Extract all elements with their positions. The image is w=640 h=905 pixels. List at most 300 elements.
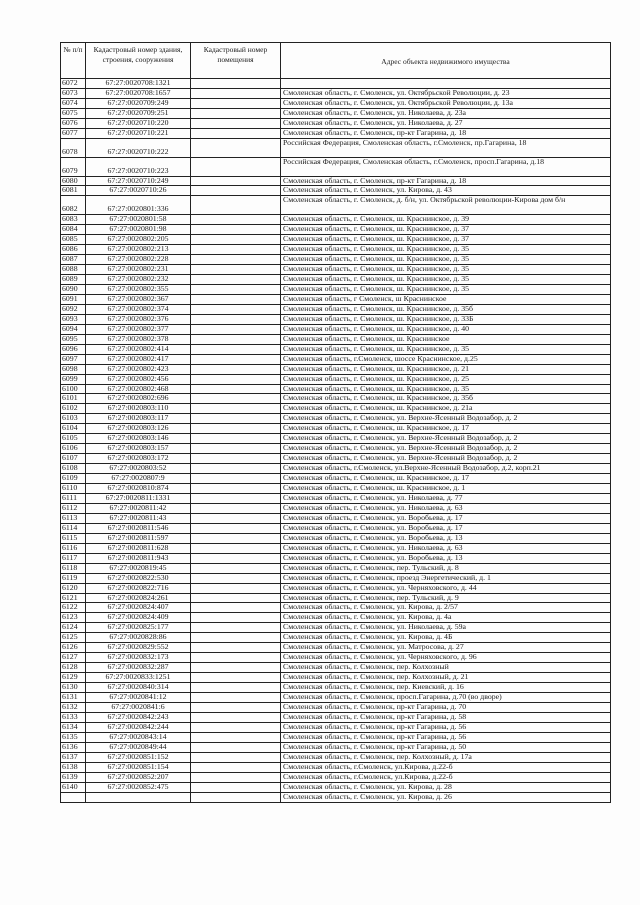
row-number: 6104 (61, 424, 86, 434)
row-number: 6090 (61, 284, 86, 294)
room-cadastral-number (191, 324, 281, 334)
room-cadastral-number (191, 186, 281, 196)
table-row (61, 762, 611, 772)
building-cadastral-number: 67:27:0020802:414 (86, 344, 191, 354)
table-row (61, 693, 611, 703)
building-cadastral-number: 67:27:0020710:221 (86, 128, 191, 138)
table-row (61, 384, 611, 394)
table-row (61, 732, 611, 742)
building-cadastral-number: 67:27:0020803:157 (86, 444, 191, 454)
building-cadastral-number: 67:27:0020852:475 (86, 782, 191, 792)
property-address: Смоленская область, г. Смоленск, ул. Октябрьской Революции, д. 13а (281, 98, 611, 108)
row-number: 6114 (61, 523, 86, 533)
row-number: 6079 (61, 157, 86, 176)
room-cadastral-number (191, 493, 281, 503)
property-address: Смоленская область, г. Смоленск, ул. Кирова, д. 26 (281, 792, 611, 802)
table-row (61, 563, 611, 573)
table-row (61, 344, 611, 354)
building-cadastral-number: 67:27:0020851:152 (86, 752, 191, 762)
building-cadastral-number: 67:27:0020819:45 (86, 563, 191, 573)
table-row (61, 543, 611, 553)
property-address (281, 79, 611, 89)
table-row (61, 215, 611, 225)
property-address: Смоленская область, г. Смоленск, ш. Краснинское, д. 35 (281, 255, 611, 265)
row-number: 6130 (61, 683, 86, 693)
room-cadastral-number (191, 384, 281, 394)
room-cadastral-number (191, 108, 281, 118)
building-cadastral-number: 67:27:0020811:628 (86, 543, 191, 553)
property-address: Смоленская область, г. Смоленск, ш. Краснинское, д. 35 (281, 265, 611, 275)
table-row (61, 434, 611, 444)
building-cadastral-number: 67:27:0020811:42 (86, 503, 191, 513)
property-address: Смоленская область, г. Смоленск, ш. Краснинское, д. 35 (281, 384, 611, 394)
room-cadastral-number (191, 583, 281, 593)
property-address: Смоленская область, г. Смоленск, пер. Колхозный, д. 17а (281, 752, 611, 762)
room-cadastral-number (191, 683, 281, 693)
row-number: 6140 (61, 782, 86, 792)
room-cadastral-number (191, 712, 281, 722)
row-number: 6088 (61, 265, 86, 275)
row-number: 6120 (61, 583, 86, 593)
room-cadastral-number (191, 235, 281, 245)
room-cadastral-number (191, 414, 281, 424)
room-cadastral-number (191, 633, 281, 643)
property-address: Смоленская область, г. Смоленск, ш. Краснинское, д. 35 (281, 344, 611, 354)
property-address: Смоленская область, г. Смоленск, ул. Кирова, д. 4а (281, 613, 611, 623)
property-address: Смоленская область, г. Смоленск, ш. Краснинское (281, 334, 611, 344)
row-number: 6125 (61, 633, 86, 643)
property-address: Смоленская область, г. Смоленск, ул. Николаева, д. 63 (281, 543, 611, 553)
property-address: Смоленская область, г. Смоленск, пр-кт Гагарина, д. 50 (281, 742, 611, 752)
property-address: Смоленская область, г. Смоленск, ш. Краснинское, д. 40 (281, 324, 611, 334)
room-cadastral-number (191, 593, 281, 603)
building-cadastral-number: 67:27:0020802:378 (86, 334, 191, 344)
building-cadastral-number: 67:27:0020710:220 (86, 118, 191, 128)
row-number: 6136 (61, 742, 86, 752)
room-cadastral-number (191, 196, 281, 215)
row-number: 6110 (61, 484, 86, 494)
room-cadastral-number (191, 215, 281, 225)
room-cadastral-number (191, 176, 281, 186)
table-row (61, 304, 611, 314)
room-cadastral-number (191, 454, 281, 464)
property-address: Смоленская область, г. Смоленск, ш. Краснинское, д. 21а (281, 404, 611, 414)
building-cadastral-number: 67:27:0020802:213 (86, 245, 191, 255)
property-address: Смоленская область, г. Смоленск, ул. Воробьева, д. 13 (281, 533, 611, 543)
row-number: 6074 (61, 98, 86, 108)
row-number: 6087 (61, 255, 86, 265)
row-number: 6094 (61, 324, 86, 334)
building-cadastral-number: 67:27:0020843:14 (86, 732, 191, 742)
room-cadastral-number (191, 79, 281, 89)
room-cadastral-number (191, 284, 281, 294)
row-number: 6097 (61, 354, 86, 364)
property-address: Смоленская область, г. Смоленск, пр-кт Гагарина, д. 58 (281, 712, 611, 722)
table-row (61, 623, 611, 633)
property-address: Смоленская область, г. Смоленск, ул. Воробьева, д. 17 (281, 513, 611, 523)
table-row (61, 444, 611, 454)
building-cadastral-number: 67:27:0020822:530 (86, 573, 191, 583)
property-address: Смоленская область, г. Смоленск, ул. Октябрьской Революции, д. 23 (281, 88, 611, 98)
room-cadastral-number (191, 88, 281, 98)
property-address: Смоленская область, г. Смоленск, ш. Краснинское, д. 37 (281, 235, 611, 245)
row-number: 6103 (61, 414, 86, 424)
building-cadastral-number: 67:27:0020709:251 (86, 108, 191, 118)
row-number: 6117 (61, 553, 86, 563)
room-cadastral-number (191, 613, 281, 623)
table-row (61, 772, 611, 782)
room-cadastral-number (191, 623, 281, 633)
row-number: 6075 (61, 108, 86, 118)
building-cadastral-number: 67:27:0020803:110 (86, 404, 191, 414)
row-number: 6086 (61, 245, 86, 255)
row-number: 6073 (61, 88, 86, 98)
room-cadastral-number (191, 424, 281, 434)
building-cadastral-number: 67:27:0020802:232 (86, 275, 191, 285)
row-number: 6072 (61, 79, 86, 89)
room-cadastral-number (191, 792, 281, 802)
table-row (61, 196, 611, 215)
property-address: Смоленская область, г. Смоленск, ш. Краснинское, д. 25 (281, 374, 611, 384)
header-number: № п/п (61, 43, 86, 79)
row-number (61, 792, 86, 802)
building-cadastral-number: 67:27:0020802:696 (86, 394, 191, 404)
row-number: 6093 (61, 314, 86, 324)
building-cadastral-number: 67:27:0020851:154 (86, 762, 191, 772)
table-row (61, 523, 611, 533)
table-row (61, 394, 611, 404)
room-cadastral-number (191, 474, 281, 484)
row-number: 6118 (61, 563, 86, 573)
header-address: Адрес объекта недвижимого имущества (281, 43, 611, 79)
table-row (61, 294, 611, 304)
row-number: 6109 (61, 474, 86, 484)
row-number: 6096 (61, 344, 86, 354)
building-cadastral-number: 67:27:0020832:173 (86, 653, 191, 663)
building-cadastral-number: 67:27:0020842:244 (86, 722, 191, 732)
row-number: 6134 (61, 722, 86, 732)
row-number: 6111 (61, 493, 86, 503)
row-number: 6099 (61, 374, 86, 384)
property-address: Смоленская область, г.Смоленск, шоссе Краснинское, д.25 (281, 354, 611, 364)
row-number: 6115 (61, 533, 86, 543)
room-cadastral-number (191, 118, 281, 128)
property-address: Смоленская область, г. Смоленск, пер. Тульский, д. 9 (281, 593, 611, 603)
property-address: Смоленская область, г.Смоленск, ул.Верхне-Ясенный Водозабор, д.2, корп.21 (281, 464, 611, 474)
building-cadastral-number: 67:27:0020849:44 (86, 742, 191, 752)
table-row (61, 404, 611, 414)
building-cadastral-number: 67:27:0020810:874 (86, 484, 191, 494)
row-number: 6107 (61, 454, 86, 464)
room-cadastral-number (191, 265, 281, 275)
room-cadastral-number (191, 533, 281, 543)
building-cadastral-number: 67:27:0020801:58 (86, 215, 191, 225)
property-address: Смоленская область, г. Смоленск, пер. Колхозный (281, 663, 611, 673)
row-number: 6128 (61, 663, 86, 673)
table-row (61, 513, 611, 523)
building-cadastral-number: 67:27:0020710:26 (86, 186, 191, 196)
room-cadastral-number (191, 523, 281, 533)
table-row (61, 186, 611, 196)
property-address: Смоленская область, г. Смоленск, ул. Николаева, д. 27 (281, 118, 611, 128)
table-row (61, 176, 611, 186)
row-number: 6084 (61, 225, 86, 235)
room-cadastral-number (191, 742, 281, 752)
property-address: Российская Федерация, Смоленская область, г.Смоленск, пр.Гагарина, 18 (281, 138, 611, 157)
table-row (61, 354, 611, 364)
property-address: Смоленская область, г. Смоленск, ул. Николаева, д. 59а (281, 623, 611, 633)
room-cadastral-number (191, 653, 281, 663)
building-cadastral-number: 67:27:0020802:417 (86, 354, 191, 364)
building-cadastral-number: 67:27:0020822:716 (86, 583, 191, 593)
building-cadastral-number: 67:27:0020811:546 (86, 523, 191, 533)
table-row (61, 79, 611, 89)
row-number: 6080 (61, 176, 86, 186)
table-row (61, 235, 611, 245)
row-number: 6137 (61, 752, 86, 762)
building-cadastral-number: 67:27:0020802:376 (86, 314, 191, 324)
room-cadastral-number (191, 643, 281, 653)
row-number: 6082 (61, 196, 86, 215)
property-address: Смоленская область, г. Смоленск, ул. Николаева, д. 77 (281, 493, 611, 503)
table-row (61, 792, 611, 802)
building-cadastral-number: 67:27:0020828:86 (86, 633, 191, 643)
table-row (61, 583, 611, 593)
table-row (61, 474, 611, 484)
table-row (61, 424, 611, 434)
row-number: 6105 (61, 434, 86, 444)
building-cadastral-number: 67:27:0020829:552 (86, 643, 191, 653)
building-cadastral-number: 67:27:0020802:374 (86, 304, 191, 314)
table-row (61, 414, 611, 424)
room-cadastral-number (191, 762, 281, 772)
row-number: 6089 (61, 275, 86, 285)
room-cadastral-number (191, 782, 281, 792)
property-address: Смоленская область, г. Смоленск, ул. Кирова, д. 28 (281, 782, 611, 792)
row-number: 6116 (61, 543, 86, 553)
building-cadastral-number: 67:27:0020709:249 (86, 98, 191, 108)
building-cadastral-number: 67:27:0020802:355 (86, 284, 191, 294)
table-row (61, 613, 611, 623)
building-cadastral-number: 67:27:0020802:468 (86, 384, 191, 394)
row-number: 6102 (61, 404, 86, 414)
building-cadastral-number: 67:27:0020825:177 (86, 623, 191, 633)
room-cadastral-number (191, 98, 281, 108)
room-cadastral-number (191, 573, 281, 583)
table-row (61, 533, 611, 543)
room-cadastral-number (191, 275, 281, 285)
room-cadastral-number (191, 294, 281, 304)
row-number: 6121 (61, 593, 86, 603)
property-address: Смоленская область, г. Смоленск, ул. Верхне-Ясенный Водозабор, д. 2 (281, 444, 611, 454)
table-row (61, 374, 611, 384)
table-header-row (61, 43, 611, 79)
building-cadastral-number: 67:27:0020802:423 (86, 364, 191, 374)
property-address: Смоленская область, г. Смоленск, пр-кт Гагарина, д. 18 (281, 176, 611, 186)
row-number: 6101 (61, 394, 86, 404)
building-cadastral-number: 67:27:0020802:231 (86, 265, 191, 275)
building-cadastral-number: 67:27:0020824:261 (86, 593, 191, 603)
building-cadastral-number: 67:27:0020802:367 (86, 294, 191, 304)
building-cadastral-number: 67:27:0020710:222 (86, 138, 191, 157)
room-cadastral-number (191, 663, 281, 673)
table-row (61, 157, 611, 176)
table-row (61, 265, 611, 275)
building-cadastral-number: 67:27:0020803:52 (86, 464, 191, 474)
table-row (61, 255, 611, 265)
building-cadastral-number: 67:27:0020803:117 (86, 414, 191, 424)
building-cadastral-number: 67:27:0020803:146 (86, 434, 191, 444)
row-number: 6119 (61, 573, 86, 583)
room-cadastral-number (191, 344, 281, 354)
table-row (61, 503, 611, 513)
table-row (61, 573, 611, 583)
property-address: Смоленская область, г. Смоленск, пер. Киевский, д. 16 (281, 683, 611, 693)
room-cadastral-number (191, 732, 281, 742)
building-cadastral-number: 67:27:0020801:336 (86, 196, 191, 215)
row-number: 6085 (61, 235, 86, 245)
row-number: 6108 (61, 464, 86, 474)
table-row (61, 553, 611, 563)
property-address: Смоленская область, г. Смоленск, пр-кт Гагарина, д. 70 (281, 703, 611, 713)
room-cadastral-number (191, 543, 281, 553)
building-cadastral-number (86, 792, 191, 802)
property-address: Смоленская область, г. Смоленск, ш. Краснинское, д. 21 (281, 364, 611, 374)
room-cadastral-number (191, 673, 281, 683)
property-address: Смоленская область, г Смоленск, ш Краснинское (281, 294, 611, 304)
property-address: Смоленская область, г. Смоленск, ул. Верхне-Ясенный Водозабор, д. 2 (281, 414, 611, 424)
room-cadastral-number (191, 255, 281, 265)
room-cadastral-number (191, 225, 281, 235)
table-row (61, 752, 611, 762)
property-address: Смоленская область, г. Смоленск, проезд Энергетический, д. 1 (281, 573, 611, 583)
table-row (61, 603, 611, 613)
row-number: 6139 (61, 772, 86, 782)
property-address: Смоленская область, г. Смоленск, ул. Кирова, д. 43 (281, 186, 611, 196)
property-address: Смоленская область, г. Смоленск, пер. Тульский, д. 8 (281, 563, 611, 573)
building-cadastral-number: 67:27:0020803:126 (86, 424, 191, 434)
table-row (61, 673, 611, 683)
building-cadastral-number: 67:27:0020842:243 (86, 712, 191, 722)
table-row (61, 493, 611, 503)
room-cadastral-number (191, 464, 281, 474)
room-cadastral-number (191, 364, 281, 374)
row-number: 6132 (61, 703, 86, 713)
row-number: 6131 (61, 693, 86, 703)
property-address: Смоленская область, г. Смоленск, ш. Краснинское, д. 35 (281, 245, 611, 255)
room-cadastral-number (191, 603, 281, 613)
room-cadastral-number (191, 703, 281, 713)
building-cadastral-number: 67:27:0020710:249 (86, 176, 191, 186)
row-number: 6122 (61, 603, 86, 613)
table-row (61, 663, 611, 673)
row-number: 6106 (61, 444, 86, 454)
property-address: Смоленская область, г. Смоленск, ш. Краснинское, д. 37 (281, 225, 611, 235)
row-number: 6126 (61, 643, 86, 653)
building-cadastral-number: 67:27:0020708:1321 (86, 79, 191, 89)
building-cadastral-number: 67:27:0020802:456 (86, 374, 191, 384)
table-row (61, 314, 611, 324)
property-address: Смоленская область, г. Смоленск, ш. Краснинское, д. 35б (281, 304, 611, 314)
property-address: Смоленская область, г. Смоленск, ул. Николаева, д. 23а (281, 108, 611, 118)
room-cadastral-number (191, 128, 281, 138)
property-address: Смоленская область, г. Смоленск, ул. Николаева, д. 63 (281, 503, 611, 513)
table-row (61, 138, 611, 157)
room-cadastral-number (191, 444, 281, 454)
table-row (61, 454, 611, 464)
building-cadastral-number: 67:27:0020852:207 (86, 772, 191, 782)
table-row (61, 324, 611, 334)
property-address: Российская Федерация, Смоленская область, г.Смоленск, просп.Гагарина, д.18 (281, 157, 611, 176)
building-cadastral-number: 67:27:0020801:98 (86, 225, 191, 235)
building-cadastral-number: 67:27:0020802:228 (86, 255, 191, 265)
property-address: Смоленская область, г. Смоленск, ш. Краснинское, д. 33Б (281, 314, 611, 324)
property-address: Смоленская область, г.Смоленск, ул.Кирова, д.22-б (281, 772, 611, 782)
building-cadastral-number: 67:27:0020710:223 (86, 157, 191, 176)
table-row (61, 683, 611, 693)
building-cadastral-number: 67:27:0020811:597 (86, 533, 191, 543)
table-row (61, 364, 611, 374)
table-body (61, 79, 611, 803)
row-number: 6133 (61, 712, 86, 722)
building-cadastral-number: 67:27:0020824:409 (86, 613, 191, 623)
room-cadastral-number (191, 394, 281, 404)
property-address: Смоленская область, г. Смоленск, ш. Краснинское, д. 39 (281, 215, 611, 225)
room-cadastral-number (191, 374, 281, 384)
room-cadastral-number (191, 752, 281, 762)
table-row (61, 284, 611, 294)
property-address: Смоленская область, г.Смоленск, ул.Кирова, д.22-б (281, 762, 611, 772)
property-address: Смоленская область, г. Смоленск, пр-кт Гагарина, д. 56 (281, 732, 611, 742)
property-address: Смоленская область, г. Смоленск, ул. Кирова, д. 2/57 (281, 603, 611, 613)
room-cadastral-number (191, 722, 281, 732)
row-number: 6138 (61, 762, 86, 772)
header-building-cadastral: Кадастровый номер здания, строения, сооружения (86, 43, 191, 79)
property-address: Смоленская область, г. Смоленск, д. б/н, ул. Октябрьской революции-Кирова дом б/н (281, 196, 611, 215)
room-cadastral-number (191, 563, 281, 573)
building-cadastral-number: 67:27:0020841:6 (86, 703, 191, 713)
row-number: 6113 (61, 513, 86, 523)
property-table (60, 42, 611, 803)
building-cadastral-number: 67:27:0020840:314 (86, 683, 191, 693)
room-cadastral-number (191, 513, 281, 523)
property-address: Смоленская область, г. Смоленск, ул. Верхне-Ясенный Водозабор, д. 2 (281, 454, 611, 464)
property-address: Смоленская область, г. Смоленск, ш. Краснинское, д. 1 (281, 484, 611, 494)
row-number: 6129 (61, 673, 86, 683)
table-row (61, 782, 611, 792)
building-cadastral-number: 67:27:0020807:9 (86, 474, 191, 484)
row-number: 6127 (61, 653, 86, 663)
row-number: 6083 (61, 215, 86, 225)
room-cadastral-number (191, 245, 281, 255)
table-row (61, 593, 611, 603)
table-row (61, 742, 611, 752)
property-address: Смоленская область, г. Смоленск, ул. Черняховского, д. 44 (281, 583, 611, 593)
table-row (61, 98, 611, 108)
building-cadastral-number: 67:27:0020802:205 (86, 235, 191, 245)
row-number: 6077 (61, 128, 86, 138)
row-number: 6081 (61, 186, 86, 196)
building-cadastral-number: 67:27:0020841:12 (86, 693, 191, 703)
row-number: 6091 (61, 294, 86, 304)
property-address: Смоленская область, г. Смоленск, ул. Воробьева, д. 13 (281, 553, 611, 563)
row-number: 6124 (61, 623, 86, 633)
table-row (61, 633, 611, 643)
room-cadastral-number (191, 404, 281, 414)
property-address: Смоленская область, г. Смоленск, ш. Краснинское, д. 35 (281, 275, 611, 285)
header-room-cadastral: Кадастровый номер помещения (191, 43, 281, 79)
room-cadastral-number (191, 354, 281, 364)
